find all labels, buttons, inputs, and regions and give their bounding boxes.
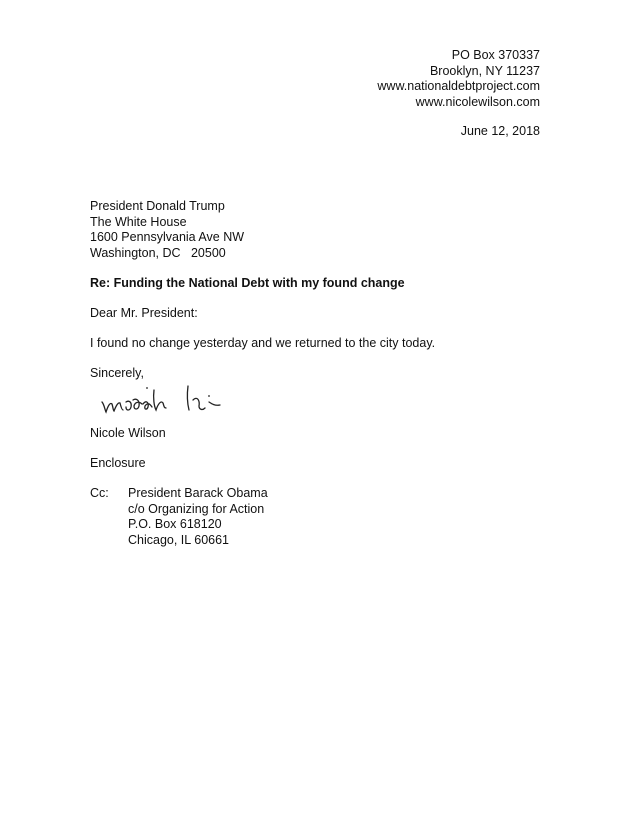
sender-address-block <box>377 48 540 110</box>
sender-website-national-debt: www.nationaldebtproject.com <box>377 79 540 93</box>
salutation <box>90 306 198 322</box>
enclosure-notation <box>90 456 146 472</box>
signer-name-text: Nicole Wilson <box>90 426 166 440</box>
enclosure-text: Enclosure <box>90 456 146 470</box>
recipient-name: President Donald Trump <box>90 199 225 213</box>
subject-line <box>90 276 405 292</box>
sender-website-personal: www.nicolewilson.com <box>415 94 540 109</box>
recipient-address-block <box>90 199 244 261</box>
sender-city-state-zip: Brooklyn, NY 11237 <box>429 63 540 78</box>
cc-name: President Barack Obama <box>128 486 268 500</box>
recipient-organization: The White House <box>90 214 187 229</box>
closing-text: Sincerely, <box>90 366 144 380</box>
cc-po-box: P.O. Box 618120 <box>128 517 222 531</box>
cc-label <box>90 486 109 502</box>
subject-text: Re: Funding the National Debt with my found change <box>90 276 405 290</box>
handwritten-signature <box>96 380 231 420</box>
cc-city-state-zip: Chicago, IL 60661 <box>128 532 230 547</box>
letter-body <box>90 336 435 352</box>
recipient-city-state-zip: Washington, DC 20500 <box>90 245 226 260</box>
salutation-text: Dear Mr. President: <box>90 306 198 320</box>
cc-care-of: c/o Organizing for Action <box>128 501 265 516</box>
date-text: June 12, 2018 <box>460 124 540 138</box>
letter-date <box>461 124 540 140</box>
body-paragraph: I found no change yesterday and we returned to the city today. <box>90 336 436 350</box>
cc-label-text: Cc: <box>90 486 109 500</box>
recipient-street: 1600 Pennsylvania Ave NW <box>90 230 245 244</box>
cc-address-block <box>128 486 268 548</box>
sender-po-box: PO Box 370337 <box>451 48 540 62</box>
signer-name <box>90 426 166 442</box>
